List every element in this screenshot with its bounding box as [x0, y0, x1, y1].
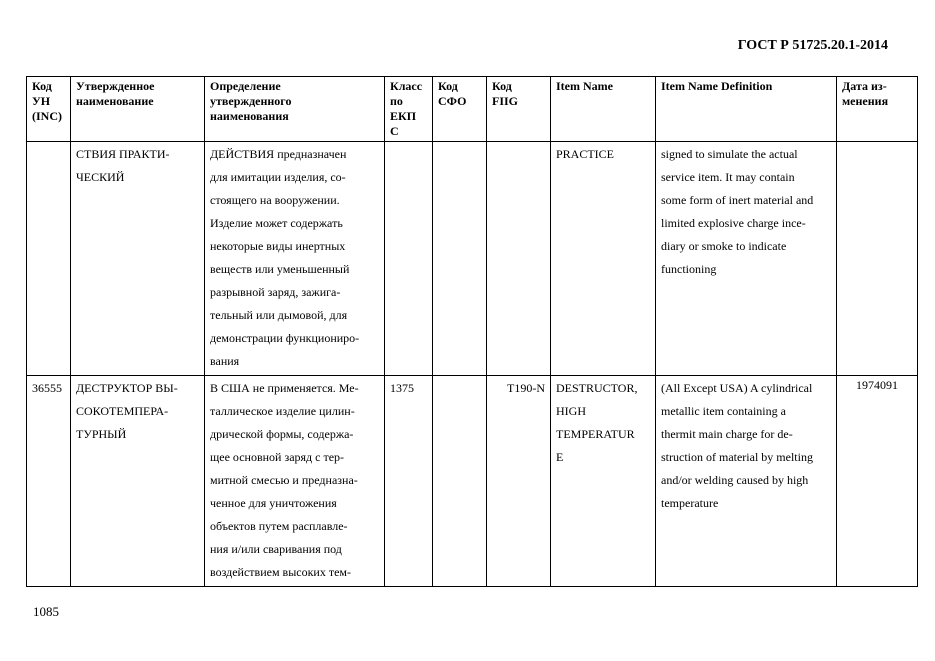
cell-date: [837, 142, 918, 376]
catalog-table: [26, 76, 918, 587]
cell-definition: В США не применяется. Ме- таллическое изделие цилин- дрической формы, содержа- щее основной заряд с тер- митной смесью и предназна- ченное для уничтожения объектов путем расплавле- ния и/или сваривания под воздействием высоких тем-: [205, 376, 385, 587]
header-approved-name: Утвержденное наименование: [71, 77, 205, 142]
header-sfo-code: Код СФО: [433, 77, 487, 142]
header-inc-code: Код УН (INC): [27, 77, 71, 142]
cell-sfo: [433, 376, 487, 587]
cell-definition: ДЕЙСТВИЯ предназначен для имитации изделия, со- стоящего на вооружении. Изделие может содержать некоторые виды инертных веществ или уменьшенный разрывной заряд, зажига- тельный или дымовой, для демонстрации функциониро- вания: [205, 142, 385, 376]
table-header-row: [27, 77, 918, 142]
page-number: 1085: [33, 604, 59, 619]
cell-item-name: DESTRUCTOR, HIGH TEMPERATUR E: [551, 376, 656, 587]
document-code: ГОСТ Р 51725.20.1-2014: [737, 38, 888, 53]
header-name-definition: Определение утвержденного наименования: [205, 77, 385, 142]
cell-item-definition: signed to simulate the actual service item. It may contain some form of inert material and limited explosive charge ince- diary or smoke to indicate functioning: [656, 142, 837, 376]
cell-fiig: T190-N: [487, 376, 551, 587]
cell-class: [385, 142, 433, 376]
cell-item-definition: (All Except USA) A cylindrical metallic item containing a thermit main charge for de- struction of material by melting and/or welding caused by high temperature: [656, 376, 837, 587]
cell-sfo: [433, 142, 487, 376]
cell-fiig: [487, 142, 551, 376]
cell-date: 1974091: [837, 376, 918, 587]
cell-approved-name: ДЕСТРУКТОР ВЫ- СОКОТЕМПЕРА- ТУРНЫЙ: [71, 376, 205, 587]
header-item-name: Item Name: [551, 77, 656, 142]
table-row: [27, 376, 918, 587]
table-row: [27, 142, 918, 376]
cell-class: 1375: [385, 376, 433, 587]
cell-inc: 36555: [27, 376, 71, 587]
header-change-date: Дата из- менения: [837, 77, 918, 142]
header-ekps-class: Класс по ЕКП С: [385, 77, 433, 142]
header-item-name-definition: Item Name Definition: [656, 77, 837, 142]
header-fiig-code: Код FIIG: [487, 77, 551, 142]
cell-item-name: PRACTICE: [551, 142, 656, 376]
cell-inc: [27, 142, 71, 376]
cell-approved-name: СТВИЯ ПРАКТИ- ЧЕСКИЙ: [71, 142, 205, 376]
